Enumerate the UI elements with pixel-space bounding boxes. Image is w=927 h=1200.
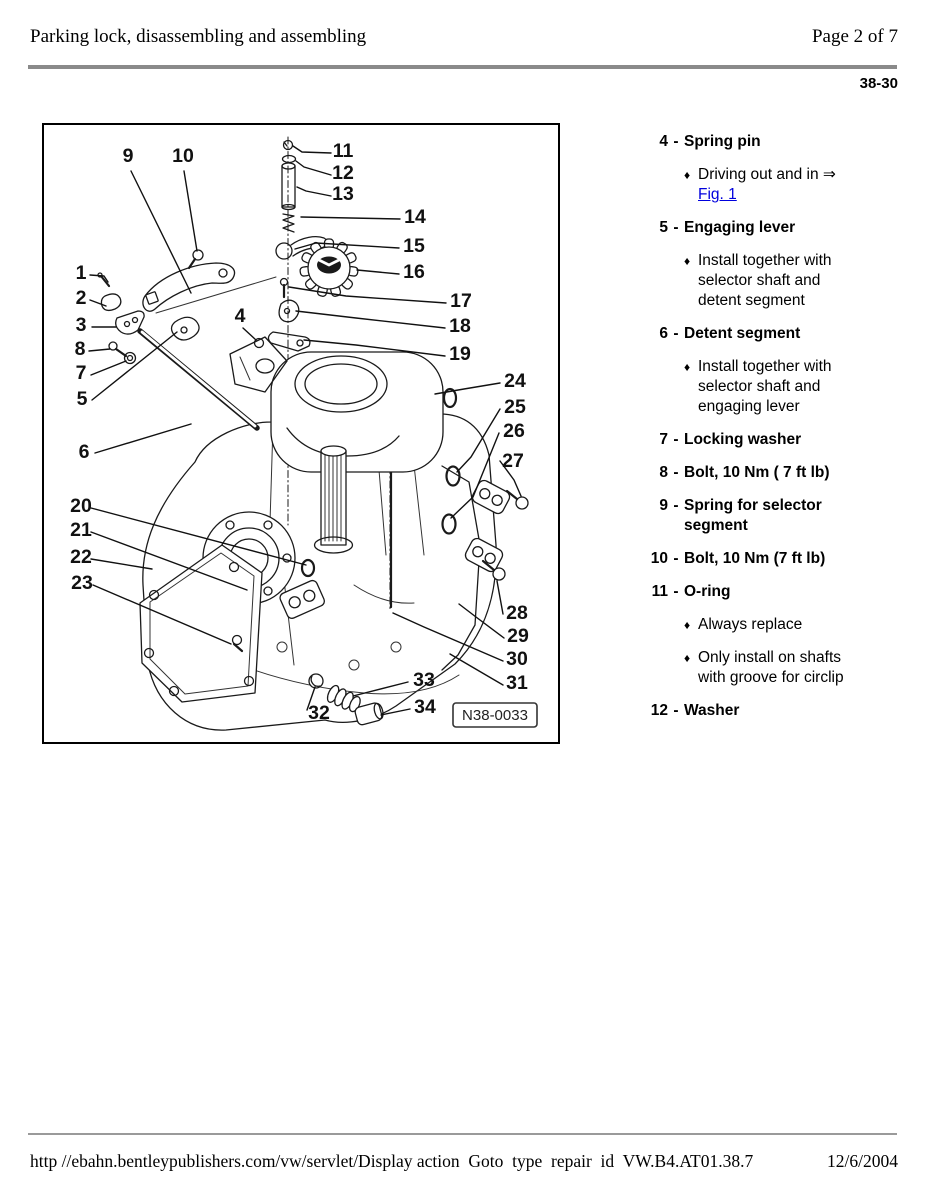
callout-13: 13 [332,183,354,205]
callout-28: 28 [506,602,528,624]
parts-list-item [646,463,910,483]
callout-15: 15 [403,235,425,257]
part-note-text: Install together with selector shaft and detent segment [698,252,832,309]
part-note-text: Install together with selector shaft and engaging lever [698,358,832,415]
seal-ring-20 [302,560,314,576]
footer-date: 12/6/2004 [827,1151,898,1171]
washer-12 [283,156,296,163]
part-note-text: Always replace [698,616,803,633]
selector-rod-6 [140,331,257,428]
diamond-bullet-icon: ♦ [684,168,691,182]
parts-list-item [646,132,910,152]
part-name: Washer [684,702,740,719]
callout-7: 7 [75,362,87,384]
part-note-text: Only install on shafts with groove for circlip [698,649,844,686]
bolt-8-part [109,342,126,356]
parts-list [646,132,910,734]
part-number: 9 [659,497,668,514]
part-name: Spring pin [684,133,761,150]
callout-26: 26 [503,420,525,442]
part-number-dash: - [673,325,679,342]
fig-1-link[interactable]: Fig. 1 [698,186,737,203]
plug-32 [309,674,323,688]
figure-label [453,703,537,727]
gear-sprocket-16 [300,239,359,297]
part-number-dash: - [673,133,679,150]
lever-5 [172,317,200,340]
parts-list-item [646,549,910,569]
callout-32: 32 [308,702,330,724]
part-number: 4 [659,133,668,150]
diagram-artwork [98,137,528,730]
bolt-27 [507,491,528,509]
part-number: 5 [659,219,668,236]
parts-list-item [646,430,910,450]
diamond-bullet-icon: ♦ [684,360,691,374]
part-number: 10 [650,550,668,567]
section-number: 38-30 [859,75,898,92]
part-name: Locking washer [684,431,802,448]
page-footer [30,1151,898,1172]
parts-list-item [646,324,910,344]
washer-7 [125,353,136,364]
callout-24: 24 [504,370,526,392]
page-indicator: Page 2 of 7 [811,26,898,47]
callout-27: 27 [502,450,524,472]
callout-16: 16 [403,261,425,283]
callout-14: 14 [404,206,426,228]
callout-9: 9 [122,145,134,167]
bolt-17 [281,279,288,298]
switch-upper [470,478,511,515]
parts-list-item [646,582,910,602]
pin-1 [98,273,109,286]
callout-8: 8 [74,338,86,360]
callout-11: 11 [332,140,354,162]
page-title: Parking lock, disassembling and assembling [30,26,367,47]
part-note [684,615,910,635]
o-ring-25 [447,467,460,486]
header-divider [28,65,897,69]
callout-3: 3 [75,314,87,336]
part-number: 6 [659,325,668,342]
callout-17: 17 [450,290,472,312]
callout-12: 12 [332,162,354,184]
parts-list-item [646,218,910,238]
bell-housing [271,352,443,472]
part-number-dash: - [673,219,679,236]
side-cover-plate [140,545,262,702]
part-number-dash: - [673,702,679,719]
callout-10: 10 [172,145,194,167]
callout-31: 31 [506,672,528,694]
part-name: Engaging lever [684,219,796,236]
parts-list-item [646,496,910,536]
callout-19: 19 [449,343,471,365]
diamond-bullet-icon: ♦ [684,651,691,665]
callout-21: 21 [70,519,92,541]
part-note [684,165,910,205]
part-number-dash: - [673,550,679,567]
callout-4: 4 [234,305,246,327]
footer-divider [28,1133,897,1135]
page-header [30,26,898,48]
callout-6: 6 [78,441,90,463]
part-number: 7 [659,431,668,448]
note-text: Driving out and in ⇒ [698,166,836,183]
part-name: Spring for selector segment [684,497,822,534]
part-name: Detent segment [684,325,801,342]
part-note [684,648,910,688]
parts-list-item [646,701,910,721]
callout-29: 29 [507,625,529,647]
callout-22: 22 [70,546,92,568]
callout-33: 33 [413,669,435,691]
part-number: 11 [651,583,668,600]
part-name: Bolt, 10 Nm ( 7 ft lb) [684,464,830,481]
part-name: Bolt, 10 Nm (7 ft lb) [684,550,826,567]
part-number-dash: - [673,431,679,448]
footer-url: http //ebahn.bentleypublishers.com/vw/servlet/Display action Goto type repair id VW.B4.AT01.38.7 [30,1151,754,1171]
callout-18: 18 [449,315,471,337]
callout-1: 1 [75,262,87,284]
part-number-dash: - [673,497,679,514]
callout-5: 5 [76,388,88,410]
figure-label-text: N38-0033 [462,707,528,724]
part-number: 12 [650,702,668,719]
part-number-dash: - [673,583,679,600]
part-note [684,357,910,417]
exploded-view-figure [42,123,560,744]
callout-34: 34 [414,696,436,718]
diamond-bullet-icon: ♦ [684,618,691,632]
callout-25: 25 [504,396,526,418]
lever-2 [101,294,120,311]
exploded-diagram [44,125,558,742]
part-number: 8 [659,464,668,481]
o-ring-26 [443,515,456,534]
part-note [684,251,910,311]
part-note-text [698,165,866,205]
callout-20: 20 [70,495,92,517]
diamond-bullet-icon: ♦ [684,254,691,268]
callout-2: 2 [75,287,87,309]
callout-23: 23 [71,572,93,594]
part-name: O-ring [684,583,731,600]
callout-30: 30 [506,648,528,670]
part-number-dash: - [673,464,679,481]
